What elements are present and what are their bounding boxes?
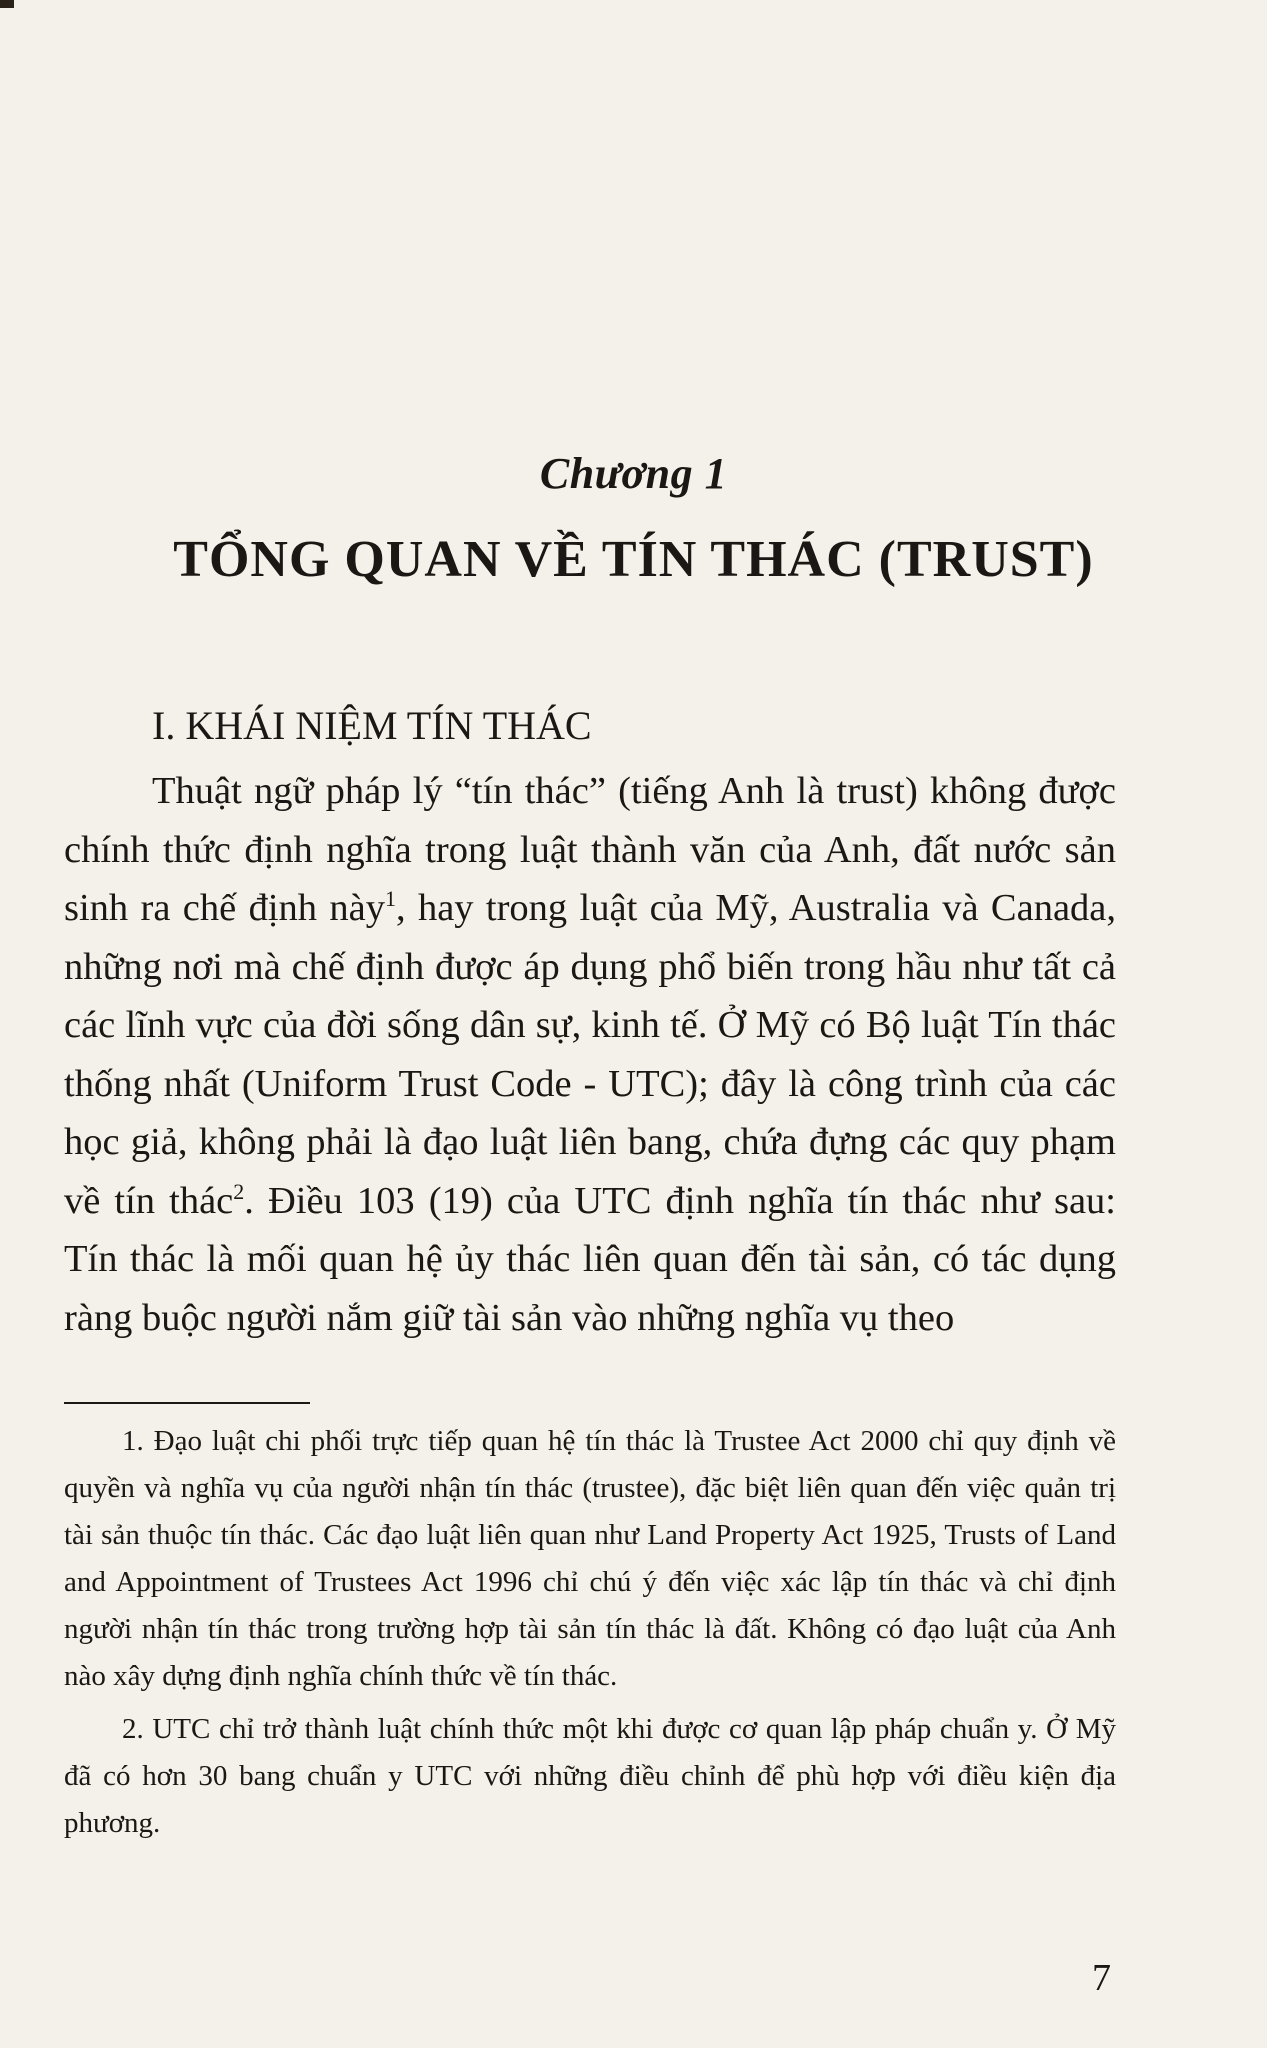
body-text-part-2: , hay trong luật của Mỹ, Australia và Canada, những nơi mà chế định được áp dụng phổ biến trong hầu như tất cả các lĩnh vực của đời sống dân sự, kinh tế. Ở Mỹ có Bộ luật Tín thác thống nhất (Uniform Trust Code - UTC); đây là công trình của các học giả, không phải là đạo luật liên bang, chứa đựng các quy phạm về tín thác xyxy=(64,887,1116,1222)
section-heading: I. KHÁI NIỆM TÍN THÁC xyxy=(152,703,592,748)
body-text-part-1: Thuật ngữ pháp lý “tín thác” (tiếng Anh là trust) không được chính thức định nghĩa trong luật thành văn của Anh, đất nước sản sinh ra chế định này xyxy=(64,770,1116,929)
chapter-title: TỔNG QUAN VỀ TÍN THÁC (TRUST) xyxy=(173,531,1094,588)
body-text-part-3: . Điều 103 (19) của UTC định nghĩa tín thác như sau: Tín thác là mối quan hệ ủy thác liên quan đến tài sản, có tác dụng ràng buộc người nắm giữ tài sản vào những nghĩa vụ theo xyxy=(64,1179,1116,1339)
page-number: 7 xyxy=(1092,1957,1111,1999)
footnote-ref-1: 1 xyxy=(384,886,396,912)
footnote-2: 2. UTC chỉ trở thành luật chính thức một khi được cơ quan lập pháp chuẩn y. Ở Mỹ đã có hơn 30 bang chuẩn y UTC với những điều chỉnh để phù hợp với điều kiện địa phương. xyxy=(64,1713,1116,1839)
scan-edge-mark xyxy=(0,0,14,8)
chapter-label: Chương 1 xyxy=(539,449,728,498)
footnote-divider xyxy=(64,1402,310,1404)
footnote-ref-2: 2 xyxy=(233,1178,245,1204)
body-paragraph xyxy=(64,762,1116,1347)
footnote-1: 1. Đạo luật chi phối trực tiếp quan hệ tín thác là Trustee Act 2000 chỉ quy định về quyền và nghĩa vụ của người nhận tín thác (trustee), đặc biệt liên quan đến việc quản trị tài sản thuộc tín thác. Các đạo luật liên quan như Land Property Act 1925, Trusts of Land and Appointment of Trustees Act 1996 chỉ chú ý đến việc xác lập tín thác và chỉ định người nhận tín thác trong trường hợp tài sản tín thác là đất. Không có đạo luật của Anh nào xây dựng định nghĩa chính thức về tín thác. xyxy=(64,1425,1116,1692)
footnotes xyxy=(64,1418,1116,1853)
